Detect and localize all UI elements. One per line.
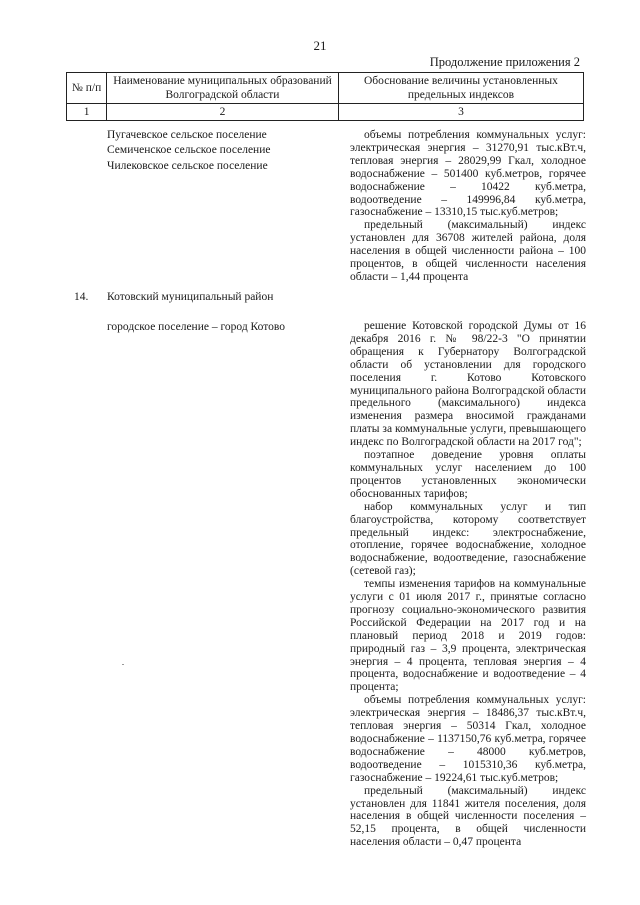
- settlement-name: Семиченское сельское поселение: [107, 144, 271, 157]
- header-num-2: 2: [107, 104, 339, 121]
- settlement-name: Чилековское сельское поселение: [107, 159, 268, 172]
- justification-paragraph: набор коммунальных услуг и тип благоустройства, которому соответствует предельный индекс: электроснабжение, отопление, горячее водоснабжение, холодное водоснабжение, водоотведение, газоснабжение (сетевой газ);: [350, 500, 586, 578]
- header-num-1: 1: [67, 104, 107, 121]
- continuation-label: Продолжение приложения 2: [429, 55, 580, 69]
- table-header: [66, 72, 584, 121]
- settlement-name: городское поселение – город Котово: [107, 321, 285, 333]
- header-col-municipality: Наименование муниципальных образований Волгоградской области: [107, 73, 339, 104]
- row-number: 14.: [74, 291, 89, 303]
- justification-paragraph: предельный (максимальный) индекс установлен для 36708 жителей района, доля населения в общей численности района – 100 процентов, в общей численности населения области – 1,44 процента: [350, 219, 586, 283]
- justification-paragraph: предельный (максимальный) индекс установлен для 11841 жителя поселения, доля населения в общей численности поселения – 52,15 процента, в общей численности населения области – 0,47 процента: [350, 784, 586, 849]
- header-col-number: № п/п: [67, 73, 107, 104]
- justification-paragraph: темпы изменения тарифов на коммунальные услуги с 01 июля 2017 г., принятые согласно прогнозу социально-экономического развития Российской Федерации на 2017 год и на плановый период 2018 и 2019 годов: природный газ – 3,9 процента, электрическая энергия – 4 процента, тепловая энергия – 4 процента, водоснабжение и водоотведение – 4 процента;: [350, 578, 586, 694]
- justification-block-b: [350, 320, 586, 849]
- justification-paragraph: поэтапное доведение уровня оплаты коммунальных услуг населением до 100 процентов установленных экономически обоснованных тарифов;: [350, 449, 586, 500]
- justification-paragraph: объемы потребления коммунальных услуг: электрическая энергия – 31270,91 тыс.кВт.ч, тепловая энергия – 28029,99 Гкал, холодное водоснабжение – 501400 куб.метров, горячее водоснабжение – 10422 куб.метра, водоотведение – 149996,84 куб.метра, газоснабжение – 13310,15 тыс.куб.метров;: [350, 129, 586, 219]
- settlement-list: [107, 128, 270, 174]
- justification-paragraph: решение Котовской городской Думы от 16 декабря 2016 г. № 98/22-3 "О принятии обращения к Губернатору Волгоградской области об установлении для городского поселения г. Котово Котовского муниципального района Волгоградской области предельного (максимального) индекса изменения размера вносимой гражданами платы за коммунальные услуги, превышающего индекс по Волгоградской области на 2017 год";: [350, 320, 586, 449]
- scan-speck: [122, 664, 124, 665]
- settlement-name: Пугачевское сельское поселение: [107, 129, 267, 141]
- justification-paragraph: объемы потребления коммунальных услуг: электрическая энергия – 18486,37 тыс.кВт.ч, тепловая энергия – 50314 Гкал, холодное водоснабжение – 1137150,76 куб.метра, горячее водоснабжение – 48000 куб.метров, водоотведение – 1015310,36 куб.метра, газоснабжение – 19224,61 тыс.куб.метров;: [350, 694, 586, 784]
- header-num-3: 3: [338, 104, 583, 121]
- page-number: 21: [313, 38, 327, 53]
- justification-block-a: [350, 129, 586, 284]
- header-col-justification: Обоснование величины установленных предельных индексов: [338, 73, 583, 104]
- district-name: Котовский муниципальный район: [107, 291, 274, 303]
